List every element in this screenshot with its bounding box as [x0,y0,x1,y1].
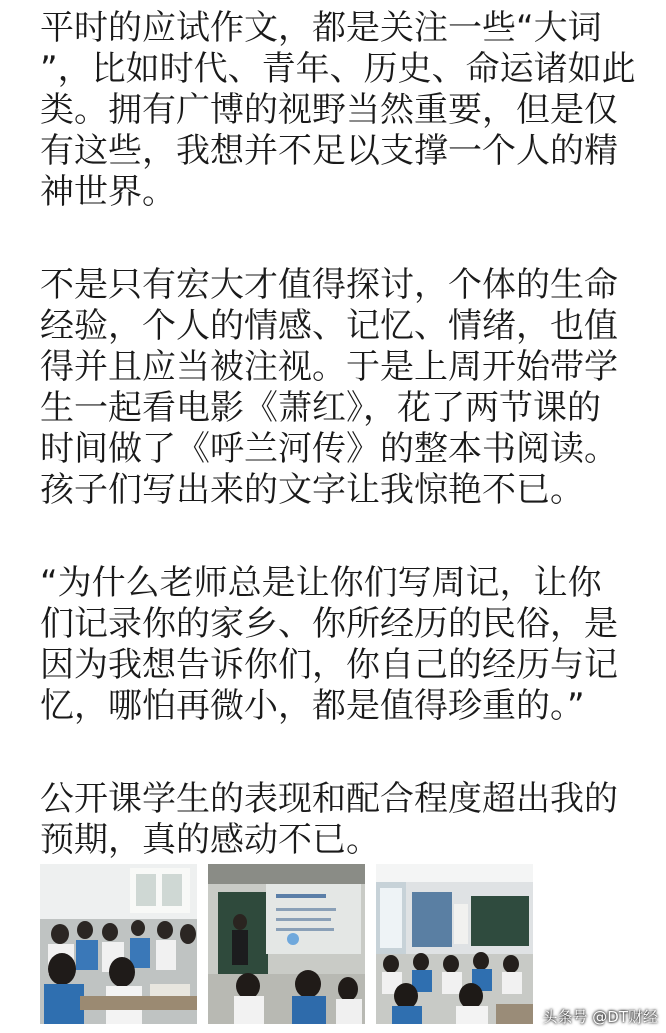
text-line: 神世界。 [40,172,176,212]
classroom-teacher-projector-photo-icon [208,864,365,1024]
text-line: 因为我想告诉你们，你自己的经历与记 [40,645,618,685]
text-line: 不是只有宏大才值得探讨，个体的生命 [40,265,618,305]
text-line: “为什么老师总是让你们写周记，让你 [40,563,602,603]
photo-thumbnail-2[interactable] [208,864,365,1024]
text-line: 们记录你的家乡、你所经历的民俗，是 [40,604,618,644]
photo-thumbnail-1[interactable] [40,864,197,1024]
classroom-wide-photo-icon [376,864,533,1024]
watermark-label: 头条号 @DT财经 [542,1008,658,1026]
text-line: 预期，真的感动不已。 [40,820,380,860]
classroom-students-photo-icon [40,864,197,1024]
text-line: 经验，个人的情感、记忆、情绪，也值 [40,306,618,346]
text-line: 孩子们写出来的文字让我惊艳不已。 [40,470,584,510]
text-line: 类。拥有广博的视野当然重要，但是仅 [40,90,618,130]
paragraph-2 [40,265,640,511]
paragraph-1 [40,8,640,213]
text-line: 生一起看电影《萧红》，花了两节课的 [40,388,601,428]
text-line: ”，比如时代、青年、历史、命运诸如此 [40,49,636,89]
text-line: 得并且应当被注视。于是上周开始带学 [40,347,618,387]
text-line: 有这些，我想并不足以支撑一个人的精 [40,131,618,171]
text-line: 公开课学生的表现和配合程度超出我的 [40,779,618,819]
photo-gallery [40,864,640,1024]
text-line: 忆，哪怕再微小，都是值得珍重的。” [40,686,585,726]
paragraph-3 [40,563,640,727]
photo-thumbnail-3[interactable] [376,864,533,1024]
text-line: 平时的应试作文，都是关注一些“大词 [40,8,602,48]
text-line: 时间做了《呼兰河传》的整本书阅读。 [40,429,618,469]
paragraph-4 [40,779,640,861]
post-body [40,8,640,913]
